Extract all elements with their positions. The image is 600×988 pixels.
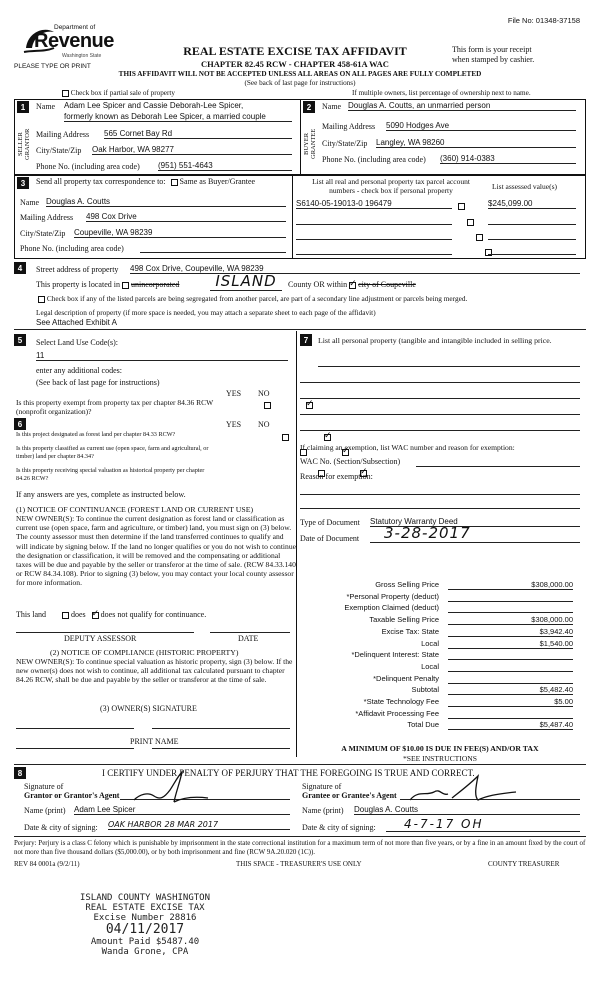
- if-yes-note: If any answers are yes, complete as instructed below.: [16, 490, 186, 499]
- street-label: Street address of property: [36, 265, 119, 274]
- grantee-agent-label: Grantee or Grantee's Agent: [302, 791, 397, 800]
- county-or-line: [288, 280, 416, 289]
- grantor-signature-icon: [130, 768, 220, 808]
- grantee-signature-icon: [404, 770, 524, 808]
- minimum-due: A MINIMUM OF $10.00 IS DUE IN FEE(S) AND/OR TAX: [341, 744, 539, 753]
- parcel-3-checkbox[interactable]: [476, 234, 483, 241]
- same-as-buyer-checkbox[interactable]: [171, 179, 178, 186]
- seller-phone: (951) 551-4643: [158, 161, 292, 171]
- buyer-phone: (360) 914-0383: [440, 154, 576, 164]
- stamp-amount: Amount Paid $5487.40: [90, 937, 200, 947]
- forest-yes-checkbox[interactable]: [282, 434, 289, 441]
- this-land-line: [16, 610, 206, 619]
- fee-label: Local: [421, 638, 439, 648]
- receipt-note-2: when stamped by cashier.: [452, 55, 535, 64]
- s5-yes: YES: [226, 389, 242, 398]
- doc-type: Statutory Warranty Deed: [370, 517, 580, 527]
- fee-value: [448, 592, 573, 602]
- section-2-number: 2: [303, 101, 315, 113]
- certify-statement: I CERTIFY UNDER PENALTY OF PERJURY THAT THE FOREGOING IS TRUE AND CORRECT.: [102, 768, 475, 778]
- grantee-sig-of: Signature of: [302, 782, 342, 791]
- fee-value: $3,942.40: [448, 627, 573, 637]
- fee-label: Local: [421, 661, 439, 671]
- stamp-signer: Wanda Grone, CPA: [101, 947, 189, 957]
- file-number: File No: 01348-37158: [507, 16, 580, 25]
- fee-row: [300, 720, 575, 731]
- fee-value: $1,540.00: [448, 639, 573, 649]
- parcel-header: [296, 177, 486, 195]
- grantee-date-label: Date & city of signing:: [302, 823, 376, 832]
- form-chapter: CHAPTER 82.45 RCW - CHAPTER 458-61A WAC: [201, 59, 389, 69]
- grantee-name-label: Name (print): [302, 806, 344, 815]
- fee-label: *Personal Property (deduct): [346, 591, 439, 601]
- grantee-date: 4-7-17 OH: [386, 817, 580, 832]
- fee-row: [300, 650, 575, 661]
- grantor-name-label: Name (print): [24, 806, 66, 815]
- s6-no: NO: [258, 420, 270, 429]
- s2-phone-label: Phone No. (including area code): [322, 155, 426, 164]
- s5-see-back: (See back of last page for instructions): [36, 378, 160, 387]
- assessed-1: $245,099.00: [488, 199, 576, 209]
- deputy-date: DATE: [238, 634, 259, 643]
- buyer-name: Douglas A. Coutts, an unmarried person: [348, 101, 576, 111]
- seller-grantor-label: SELLER GRANTOR: [17, 128, 31, 160]
- section-4-number: 4: [14, 262, 26, 274]
- fee-row: [300, 592, 575, 603]
- county-or-label: County OR within: [288, 280, 348, 289]
- fee-label: Taxable Selling Price: [369, 615, 439, 625]
- fee-label: *Affidavit Processing Fee: [355, 708, 439, 718]
- s2-city-label: City/State/Zip: [322, 139, 368, 148]
- seller-city: Oak Harbor, WA 98277: [92, 145, 292, 155]
- fee-row: [300, 603, 575, 614]
- forest-no-checkbox[interactable]: [324, 434, 331, 441]
- form-warning: THIS AFFIDAVIT WILL NOT BE ACCEPTED UNLESS ALL AREAS ON ALL PAGES ARE FULLY COMPLETED: [118, 70, 482, 78]
- unincorporated-checkbox[interactable]: [122, 282, 129, 289]
- s2-mail-label: Mailing Address: [322, 122, 376, 131]
- logo-dept: Department of: [54, 24, 96, 31]
- fee-label: *Delinquent Penalty: [373, 673, 439, 683]
- legal-desc-value: See Attached Exhibit A: [36, 318, 117, 327]
- doc-date: 3-28-2017: [370, 524, 580, 543]
- s3-divider: [292, 175, 293, 259]
- s2-name-label: Name: [322, 102, 342, 111]
- fee-row: [300, 662, 575, 673]
- fee-label: *State Technology Fee: [363, 697, 439, 706]
- partial-sale-checkbox[interactable]: [62, 90, 69, 97]
- send-to-text: Send all property tax correspondence to:: [36, 177, 166, 186]
- reason-label: Reason for exemption:: [300, 472, 373, 481]
- fee-value: [448, 662, 573, 672]
- fee-row: [300, 685, 575, 696]
- deputy-assessor: DEPUTY ASSESSOR: [64, 634, 137, 643]
- does-not-label: does not: [100, 610, 128, 619]
- land-use-code: 11: [36, 351, 288, 361]
- parcel-header-2: numbers - check box if personal property: [329, 186, 453, 195]
- section-6-number: 6: [14, 418, 26, 430]
- partial-sale-label: Check box if partial sale of property: [70, 89, 175, 97]
- exempt-yes-checkbox[interactable]: [264, 402, 271, 409]
- does-not-checkbox[interactable]: [92, 612, 99, 619]
- treasurer-use: THIS SPACE - TREASURER'S USE ONLY: [236, 860, 362, 868]
- doc-type-label: Type of Document: [300, 518, 360, 527]
- property-street: 498 Cox Drive, Coupeville, WA 98239: [130, 264, 580, 274]
- personal-property-label: List all personal property (tangible and intangible included in selling price.: [318, 336, 552, 345]
- assessed-header: List assessed value(s): [492, 182, 557, 191]
- fee-value: [448, 603, 573, 613]
- fee-label: Exemption Claimed (deduct): [344, 603, 439, 613]
- segregated-line: [38, 294, 467, 303]
- this-land-label: This land: [16, 610, 46, 619]
- current-use-question: Is this property classified as current use (open space, farm and agricultural, or timber) land per chapter 84.34?: [16, 445, 209, 460]
- treasurer-stamp: [70, 893, 220, 957]
- fee-value: $5,482.40: [448, 685, 573, 695]
- stamp-line-3: Excise Number 28816: [93, 913, 197, 923]
- grantor-agent-label: Grantor or Grantor's Agent: [24, 791, 120, 800]
- s3-mail-label: Mailing Address: [20, 213, 74, 222]
- wac-label: WAC No. (Section/Subsection): [300, 457, 401, 466]
- seller-name-2: formerly known as Deborah Lee Spicer, a married couple: [64, 112, 292, 122]
- fee-label: Subtotal: [411, 685, 439, 695]
- forest-question: Is this project designated as forest land per chapter 84.33 RCW?: [16, 431, 176, 438]
- fee-row: [300, 674, 575, 685]
- grantor-date-label: Date & city of signing:: [24, 823, 98, 832]
- parcel-header-1: List all real and personal property tax parcel account: [312, 177, 470, 186]
- s3-name-label: Name: [20, 198, 40, 207]
- same-as-buyer-label: Same as Buyer/Grantee: [179, 177, 256, 186]
- located-line: [36, 280, 179, 289]
- see-back-note: (See back of last page for instructions): [244, 79, 356, 87]
- exempt-question: Is this property exempt from property tax per chapter 84.36 RCW (nonprofit organization)?: [16, 398, 214, 416]
- notice-1-body: NEW OWNER(S): To continue the current designation as forest land or classification as current use (open space, farm and agriculture, or timber) land, you must sign on (3) below. The county assessor must then determine if the land transferred continues to qualify and will indicate by signing below. If the land no longer qualifies or you do not wish to continue the designation or classification, it will be removed and the compensating or additional taxes will be due and payable by the seller or transferor at the time of sale. (RCW 84.33.140 or RCW 84.34.108). Prior to signing (3) below, you may contact your local county assessor for more information.: [16, 514, 297, 588]
- does-label: does: [71, 610, 86, 619]
- fee-label: Gross Selling Price: [375, 580, 439, 589]
- s1-mail-label: Mailing Address: [36, 130, 90, 139]
- parcel-2-checkbox[interactable]: [467, 219, 474, 226]
- see-instructions: *SEE INSTRUCTIONS: [402, 754, 478, 763]
- logo-state: Washington State: [62, 53, 102, 59]
- perjury-notice: Perjury: Perjury is a class C felony which is punishable by imprisonment in the state correctional institution for a maximum term of not more than five years, or by a fine in an amount fixed by the court of not more than five thousand dollars ($5,000.00), or by both imprisonment and fine (RCW 9A.20.020 (1C)).: [14, 839, 586, 856]
- grantor-sig-of: Signature of: [24, 782, 64, 791]
- fee-row: [300, 639, 575, 650]
- s3-city-label: City/State/Zip: [20, 229, 66, 238]
- qualify-label: qualify for continuance.: [129, 610, 207, 619]
- stamp-date: 04/11/2017: [105, 922, 185, 937]
- notice-1-title: (1) NOTICE OF CONTINUANCE (FOREST LAND OR CURRENT USE): [16, 505, 254, 514]
- form-revision: REV 84 0001a (9/2/11): [14, 860, 80, 868]
- grantor-name: Adam Lee Spicer: [74, 805, 290, 815]
- s1-phone-label: Phone No. (including area code): [36, 162, 140, 171]
- dor-logo: [18, 20, 118, 66]
- s3-phone-label: Phone No. (including area code): [20, 244, 124, 253]
- form-title: REAL ESTATE EXCISE TAX AFFIDAVIT: [183, 44, 407, 58]
- fee-label: Total Due: [407, 720, 439, 730]
- grantor-date: OAK HARBOR 28 MAR 2017: [108, 820, 290, 830]
- located-label: This property is located in: [36, 280, 120, 289]
- grantee-name: Douglas A. Coutts: [354, 805, 580, 815]
- column-divider: [296, 331, 297, 757]
- notice-2-title: (2) NOTICE OF COMPLIANCE (HISTORIC PROPERTY): [50, 648, 239, 657]
- county-treasurer: COUNTY TREASURER: [488, 860, 560, 868]
- multiple-owners-note: If multiple owners, list percentage of ownership next to name.: [352, 89, 531, 97]
- exempt-no-checkbox[interactable]: [306, 402, 313, 409]
- exemption-label: If claiming an exemption, list WAC number and reason for exemption:: [300, 443, 515, 452]
- seller-name-1: Adam Lee Spicer and Cassie Deborah-Lee Spicer,: [64, 101, 244, 110]
- fee-value: [448, 650, 573, 660]
- fee-value: $308,000.00: [448, 580, 573, 590]
- legal-desc-label: Legal description of property (if more space is needed, you may attach a separate sheet to each page of the affidavit): [36, 308, 376, 317]
- section-1-number: 1: [17, 101, 29, 113]
- s1-name-label: Name: [36, 102, 56, 111]
- parties-divider: [300, 99, 301, 175]
- fee-row: [300, 627, 575, 638]
- section-3-number: 3: [17, 177, 29, 189]
- notice-2-body: NEW OWNER(S): To continue special valuation as historic property, sign (3) below. If the new owner(s) does not wish to continue, all additional tax calculated pursuant to chapter 84.26 RCW, shall be due and payable by the seller or transferor at the time of sale.: [16, 657, 293, 685]
- print-name-label: PRINT NAME: [130, 737, 179, 746]
- parcel-1: S6140-05-19013-0 196479: [296, 199, 452, 209]
- s6-yes: YES: [226, 420, 242, 429]
- fee-label: *Delinquent Interest: State: [351, 650, 439, 660]
- fee-value: $5.00: [448, 697, 573, 707]
- tax-correspondence-mail: 498 Cox Drive: [86, 212, 286, 222]
- logo-name: Revenue: [34, 30, 114, 52]
- seller-mail: 565 Cornet Bay Rd: [104, 129, 292, 139]
- segregated-checkbox[interactable]: [38, 296, 45, 303]
- unincorporated-label: unincorporated: [130, 280, 180, 289]
- historical-question: Is this property receiving special valuation as historical property per chapter 84.26 RCW?: [16, 467, 205, 482]
- fee-label: Excise Tax: State: [381, 626, 439, 636]
- receipt-note: This form is your receipt: [452, 45, 532, 54]
- fee-row: [300, 697, 575, 708]
- city-checkbox[interactable]: [349, 282, 356, 289]
- tax-correspondence-city: Coupeville, WA 98239: [74, 228, 286, 238]
- buyer-grantee-label: BUYER GRANTEE: [303, 128, 317, 160]
- section-5-number: 5: [14, 334, 26, 346]
- doc-date-label: Date of Document: [300, 534, 360, 543]
- s1-city-label: City/State/Zip: [36, 146, 82, 155]
- please-type: PLEASE TYPE OR PRINT: [14, 63, 91, 70]
- fee-value: $5,487.40: [448, 720, 573, 730]
- does-checkbox[interactable]: [62, 612, 69, 619]
- tax-correspondence-name: Douglas A. Coutts: [46, 197, 286, 207]
- section-8-number: 8: [14, 767, 26, 779]
- buyer-mail: 5090 Hodges Ave: [386, 121, 576, 131]
- fee-row: [300, 580, 575, 591]
- fee-row: [300, 709, 575, 720]
- county-handwritten: ISLAND: [210, 272, 282, 291]
- fee-value: [448, 674, 573, 684]
- land-use-label: Select Land Use Code(s):: [36, 338, 118, 347]
- enter-any-label: enter any additional codes:: [36, 366, 122, 375]
- tax-correspondence-phone: [140, 252, 286, 253]
- city-of-label: city of Coupeville: [358, 280, 416, 289]
- partial-sale-note: [62, 89, 175, 97]
- segregated-label: Check box if any of the listed parcels are being segregated from another parcel, are part of a secondary line adjustment or parcels being merged.: [46, 294, 468, 303]
- fee-row: [300, 615, 575, 626]
- s5-no: NO: [258, 389, 270, 398]
- owner-signature-label: (3) OWNER(S) SIGNATURE: [100, 704, 197, 713]
- fee-value: [448, 709, 573, 719]
- stamp-line-2: REAL ESTATE EXCISE TAX: [85, 903, 205, 913]
- s3-send-label: [36, 177, 255, 186]
- parcel-1-personal-checkbox[interactable]: [458, 203, 465, 210]
- fee-value: $308,000.00: [448, 615, 573, 625]
- section-7-number: 7: [300, 334, 312, 346]
- stamp-line-1: ISLAND COUNTY WASHINGTON: [79, 893, 211, 903]
- buyer-city: Langley, WA 98260: [376, 138, 576, 148]
